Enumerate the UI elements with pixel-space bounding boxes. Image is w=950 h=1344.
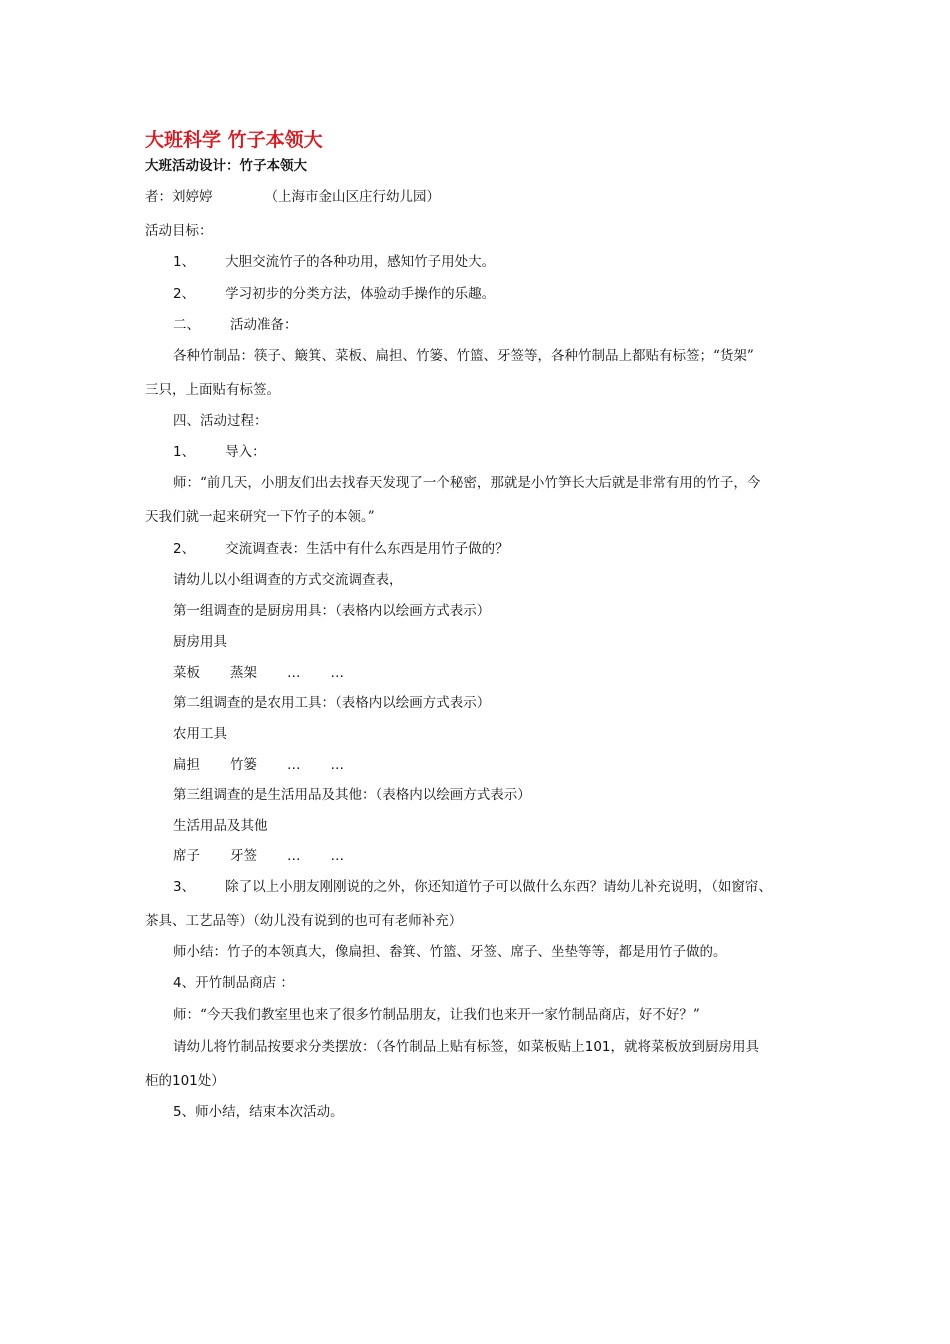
group-1-heading: 第一组调查的是厨房用具：（表格内以绘画方式表示） bbox=[173, 603, 491, 619]
group-1-ellipsis-1: … bbox=[287, 665, 301, 681]
step-2-detail: 请幼儿以小组调查的方式交流调查表， bbox=[173, 572, 403, 588]
group-3-ellipsis-1: … bbox=[287, 848, 301, 864]
process-heading: 四、活动过程： bbox=[173, 413, 268, 429]
step-4-number: 4 bbox=[173, 975, 182, 991]
step-4-instruction-2a: 柜的 bbox=[145, 1073, 172, 1089]
step-3-text-1: 除了以上小朋友刚刚说的之外，你还知道竹子可以做什么东西？请幼儿补充说明，（如窗帘、 bbox=[225, 879, 772, 895]
group-2-ellipsis-2: … bbox=[330, 757, 344, 773]
step-3-number: 3、 bbox=[173, 879, 196, 895]
document-title: 大班科学 竹子本领大 bbox=[145, 129, 323, 151]
group-1-item-1: 菜板 bbox=[173, 665, 200, 681]
group-1-item-2: 蒸架 bbox=[230, 665, 257, 681]
step-4-instruction-1-number: 101 bbox=[584, 1039, 611, 1055]
goal-1 bbox=[173, 253, 495, 271]
prep-heading bbox=[173, 316, 298, 334]
group-3-heading: 第三组调查的是生活用品及其他：（表格内以绘画方式表示） bbox=[173, 787, 531, 803]
group-2-category: 农用工具 bbox=[173, 726, 227, 742]
author-name: 者：刘婷婷 bbox=[145, 189, 213, 205]
step-5-text: 、师小结，结束本次活动。 bbox=[181, 1104, 344, 1120]
step-4-instruction-1b: ，就将菜板放到厨房用具 bbox=[610, 1039, 760, 1055]
group-1-ellipsis-2: … bbox=[330, 665, 344, 681]
step-4 bbox=[173, 974, 294, 992]
step-3-line-1 bbox=[173, 878, 772, 896]
group-3-category: 生活用品及其他 bbox=[173, 818, 268, 834]
author-line bbox=[145, 188, 440, 206]
step-1-detail-line-2: 天我们就一起来研究一下竹子的本领。” bbox=[145, 509, 375, 525]
group-2-ellipsis-1: … bbox=[287, 757, 301, 773]
goal-2-text: 学习初步的分类方法，体验动手操作的乐趣。 bbox=[225, 286, 496, 302]
goal-2 bbox=[173, 285, 495, 303]
author-school: （上海市金山区庄行幼儿园） bbox=[264, 189, 440, 205]
group-1-category: 厨房用具 bbox=[173, 634, 227, 650]
group-3-ellipsis-2: … bbox=[330, 848, 344, 864]
prep-detail-line-1: 各种竹制品：筷子、簸箕、菜板、扁担、竹篓、竹篮、牙签等，各种竹制品上都贴有标签；“货架” bbox=[173, 348, 754, 364]
prep-text: 活动准备： bbox=[230, 317, 298, 333]
step-1-text: 导入： bbox=[225, 444, 266, 460]
prep-detail-line-2: 三只，上面贴有标签。 bbox=[145, 382, 280, 398]
step-2-text: 交流调查表：生活中有什么东西是用竹子做的？ bbox=[225, 541, 509, 557]
prep-number: 二、 bbox=[173, 317, 200, 333]
step-4-instruction-2-number: 101 bbox=[172, 1073, 198, 1089]
step-5-number: 5 bbox=[173, 1104, 182, 1120]
group-1-items bbox=[173, 664, 344, 682]
step-4-detail: 师：“今天我们教室里也来了很多竹制品朋友，让我们也来开一家竹制品商店，好不好？” bbox=[173, 1007, 700, 1023]
group-2-heading: 第二组调查的是农用工具：（表格内以绘画方式表示） bbox=[173, 695, 491, 711]
step-4-instruction-1a: 请幼儿将竹制品按要求分类摆放：（各竹制品上贴有标签，如菜板贴上 bbox=[173, 1039, 585, 1055]
group-2-items bbox=[173, 756, 344, 774]
summary-line: 师小结：竹子的本领真大，像扁担、畚箕、竹篮、牙签、席子、坐垫等等，都是用竹子做的。 bbox=[173, 944, 727, 960]
step-1-number: 1、 bbox=[173, 444, 196, 460]
step-1-detail-line-1: 师：“前几天，小朋友们出去找春天发现了一个秘密，那就是小竹笋长大后就是非常有用的竹子，今 bbox=[173, 475, 761, 491]
goal-1-number: 1、 bbox=[173, 254, 196, 270]
step-5 bbox=[173, 1103, 344, 1121]
group-2-item-1: 扁担 bbox=[173, 757, 200, 773]
document-subtitle: 大班活动设计：竹子本领大 bbox=[145, 158, 307, 174]
group-3-items bbox=[173, 847, 344, 865]
goals-heading: 活动目标： bbox=[145, 223, 213, 239]
step-3-line-2: 茶具、工艺品等）（幼儿没有说到的也可有老师补充） bbox=[145, 913, 463, 929]
step-2 bbox=[173, 540, 509, 558]
step-4-instruction-line-1 bbox=[173, 1038, 759, 1056]
step-4-instruction-2b: 处） bbox=[197, 1073, 225, 1089]
step-1 bbox=[173, 443, 266, 461]
step-4-text: 、开竹制品商店 ： bbox=[181, 975, 294, 991]
step-4-instruction-line-2 bbox=[145, 1072, 225, 1090]
goal-1-text: 大胆交流竹子的各种功用，感知竹子用处大。 bbox=[225, 254, 496, 270]
group-3-item-2: 牙签 bbox=[230, 848, 257, 864]
step-2-number: 2、 bbox=[173, 541, 196, 557]
group-2-item-2: 竹篓 bbox=[230, 757, 257, 773]
goal-2-number: 2、 bbox=[173, 286, 196, 302]
group-3-item-1: 席子 bbox=[173, 848, 200, 864]
